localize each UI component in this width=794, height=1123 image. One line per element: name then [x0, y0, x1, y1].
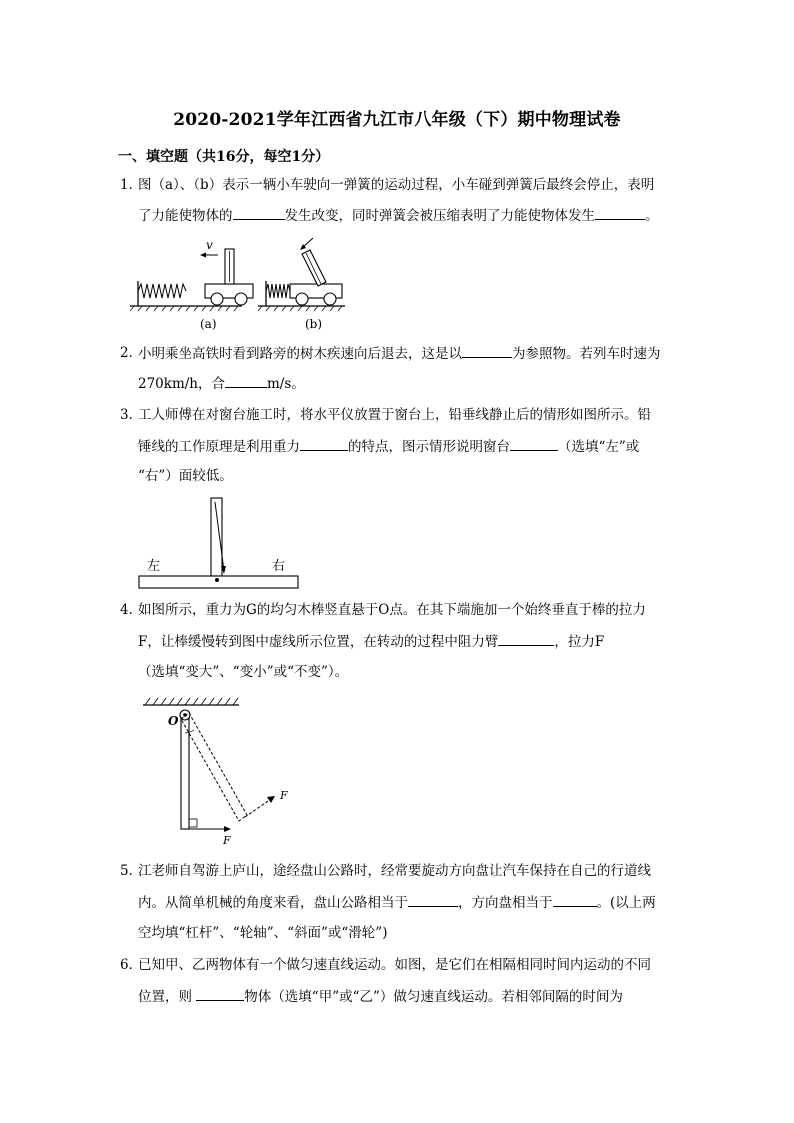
question-text-line	[138, 438, 639, 456]
text: ，拉力F	[554, 634, 605, 650]
question-text: 如图所示，重力为G的均匀木棒竖直悬于O点。在其下端施加一个始终垂直于棒的拉力	[138, 602, 646, 618]
question-number: 1．	[120, 177, 143, 193]
answer-blank[interactable]	[498, 633, 554, 646]
question-text: 工人师傅在对窗台施工时，将水平仪放置于窗台上，铅垂线静止后的情形如图所示。铅	[138, 407, 651, 423]
text: 发生改变，同时弹簧会被压缩表明了力能使物体发生	[284, 208, 595, 224]
right-label: 右	[272, 559, 286, 574]
text: 的特点，图示情形说明窗台	[348, 439, 510, 455]
text: F，让棒缓慢转到图中虚线所示位置，在转动的过程中阻力臂	[138, 634, 499, 650]
pivot-label: O	[168, 714, 179, 728]
text: m/s。	[267, 376, 305, 392]
question-text: 江老师自驾游上庐山，途经盘山公路时，经常要旋动方向盘让汽车保持在自己的行道线	[138, 863, 651, 879]
question-number: 2．	[120, 345, 143, 361]
spring-a	[138, 284, 186, 298]
page-title: 2020-2021学年江西省九江市八年级（下）期中物理试卷	[173, 110, 621, 130]
cart-spring-figure	[130, 236, 350, 336]
question-text: 图（a）、（b）表示一辆小车驶向一弹簧的运动过程，小车碰到弹簧后最终会停止，表明	[138, 177, 655, 193]
text: 了力能使物体的	[138, 208, 233, 224]
answer-blank[interactable]	[462, 345, 512, 358]
figure-label-b: (b)	[305, 317, 323, 331]
rotated-rod	[181, 713, 247, 821]
text: 为参照物。若列车时速为	[512, 346, 661, 362]
question-number: 4．	[120, 602, 143, 618]
question-text: （选填“变大”、“变小”或“不变”）。	[138, 664, 349, 680]
text: 小明乘坐高铁时看到路旁的树木疾速向后退去，这是以	[138, 346, 462, 362]
text: 锤线的工作原理是利用重力	[138, 439, 300, 455]
force-label-rotated: F	[280, 789, 288, 802]
answer-blank[interactable]	[300, 438, 348, 451]
answer-blank[interactable]	[233, 207, 285, 220]
text: 。(以上两	[596, 895, 656, 911]
question-text-line	[138, 894, 656, 912]
text: （选填“左”或	[558, 439, 640, 455]
text: ，方向盘相当于	[458, 895, 553, 911]
question-number: 6．	[120, 957, 143, 973]
question-text: “右”）面较低。	[138, 468, 233, 484]
question-number: 5．	[120, 863, 143, 879]
left-label: 左	[147, 559, 161, 574]
answer-blank[interactable]	[510, 438, 558, 451]
figure-label-a: (a)	[200, 317, 217, 331]
window-sill	[139, 576, 298, 588]
question-text-line	[138, 207, 659, 225]
section-heading: 一、填空题（共16分，每空1分）	[118, 149, 330, 165]
force-label-vertical: F	[223, 834, 231, 847]
spring-b	[266, 284, 290, 298]
question-text-line	[138, 345, 661, 363]
text: 物体（选填“甲”或“乙”）做匀速直线运动。若相邻间隔的时间为	[244, 989, 623, 1005]
velocity-label: v	[206, 238, 213, 252]
level-plumb-figure	[135, 494, 305, 594]
question-text: 空均填“杠杆”、“轮轴”、“斜面”或“滑轮”)	[138, 925, 388, 941]
question-text-line	[138, 988, 623, 1006]
question-number: 3．	[120, 407, 143, 423]
text: 270km/h，合	[138, 376, 225, 392]
lever-rod-figure	[135, 693, 305, 853]
text: 。	[645, 208, 659, 224]
question-text: 已知甲、乙两物体有一个做匀速直线运动。如图，是它们在相隔相同时间内运动的不同	[138, 957, 651, 973]
question-text-line	[138, 633, 604, 651]
text: 内。从简单机械的角度来看，盘山公路相当于	[138, 895, 408, 911]
text: 位置，则	[138, 989, 197, 1005]
answer-blank[interactable]	[196, 988, 244, 1001]
answer-blank[interactable]	[225, 375, 267, 388]
answer-blank[interactable]	[408, 894, 458, 907]
question-text-line	[138, 375, 305, 393]
answer-blank[interactable]	[595, 207, 645, 220]
answer-blank[interactable]	[553, 894, 597, 907]
